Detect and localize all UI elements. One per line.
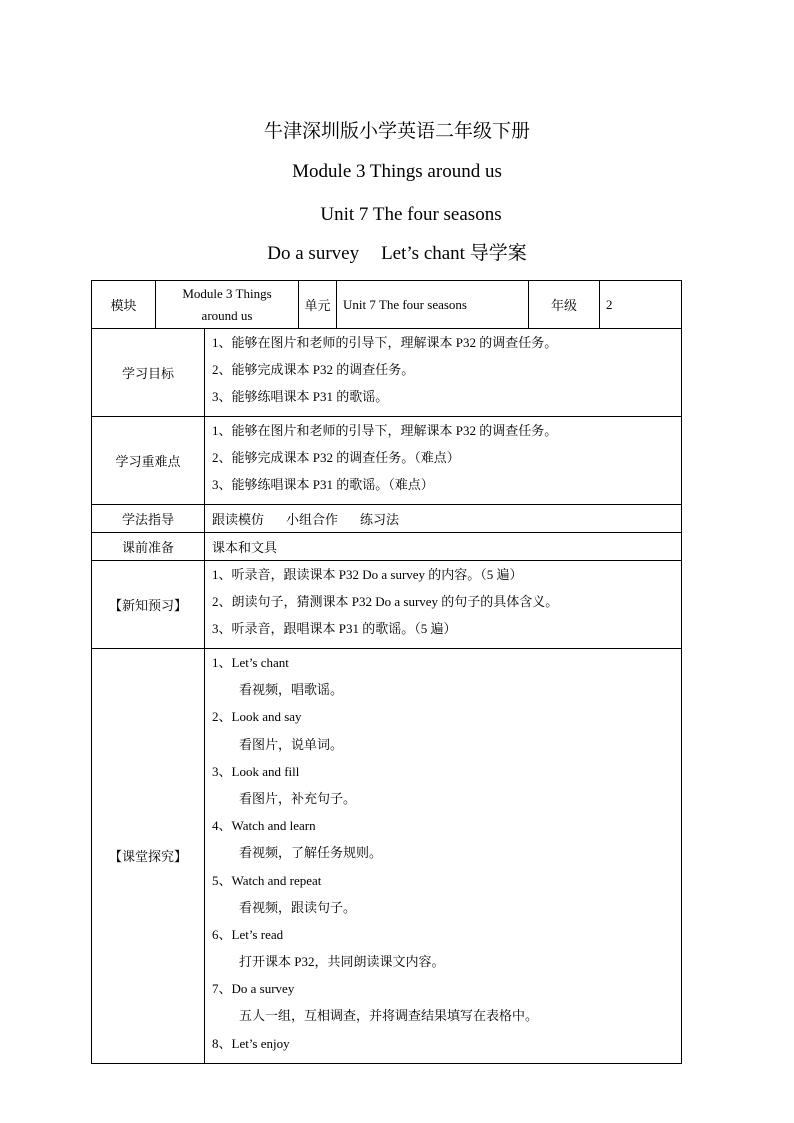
step-desc: 看视频，跟读句子。 — [239, 899, 357, 915]
objectives-label: 学习目标 — [92, 329, 205, 417]
step-title: 4、Watch and learn — [212, 818, 316, 834]
key-point-item: 2、能够完成课本 P32 的调查任务。（难点） — [212, 450, 460, 465]
step-title: 5、Watch and repeat — [212, 872, 322, 888]
module-value — [156, 281, 299, 329]
preparation-label: 课前准备 — [92, 533, 205, 561]
objective-item: 3、能够练唱课本 P31 的歌谣。 — [212, 389, 389, 404]
preview-item: 2、朗读句子，猜测课本 P32 Do a survey 的句子的具体含义。 — [212, 594, 559, 609]
doc-title-module: Module 3 Things around us — [292, 161, 502, 182]
methods-row — [92, 505, 682, 533]
grade-value: 2 — [600, 281, 682, 329]
unit-label: 单元 — [299, 281, 337, 329]
preview-content — [205, 561, 682, 649]
preview-item: 3、听录音，跟唱课本 P31 的歌谣。（5 遍） — [212, 621, 457, 636]
key-points-label: 学习重难点 — [92, 417, 205, 505]
preview-item: 1、听录音，跟读课本 P32 Do a survey 的内容。（5 遍） — [212, 567, 523, 582]
step-title: 2、Look and say — [212, 709, 302, 725]
objective-item: 2、能够完成课本 P32 的调查任务。 — [212, 362, 415, 377]
step-title: 7、Do a survey — [212, 981, 295, 997]
objective-item: 1、能够在图片和老师的引导下，理解课本 P32 的调查任务。 — [212, 335, 558, 350]
objectives-content — [205, 329, 682, 417]
exploration-label: 【课堂探究】 — [92, 649, 205, 1064]
doc-title-lesson — [0, 242, 794, 266]
lesson-plan-table — [91, 280, 682, 1064]
preview-label: 【新知预习】 — [92, 561, 205, 649]
preparation-content: 课本和文具 — [205, 533, 682, 561]
step-title: 1、Let’s chant — [212, 655, 289, 670]
step-title: 3、Look and fill — [212, 763, 300, 779]
key-point-item: 3、能够练唱课本 P31 的歌谣。（难点） — [212, 477, 434, 492]
key-points-row — [92, 417, 682, 505]
lesson-title-part2: Let’s chant 导学案 — [381, 243, 527, 264]
key-points-content — [205, 417, 682, 505]
method-item: 练习法 — [360, 512, 400, 527]
exploration-row — [92, 649, 682, 1064]
doc-title-line1: 牛津深圳版小学英语二年级下册 — [263, 121, 530, 142]
exploration-content — [205, 649, 682, 1064]
step-desc: 看图片，补充句子。 — [239, 790, 357, 806]
step-desc: 看视频，唱歌谣。 — [239, 682, 344, 698]
objectives-row — [92, 329, 682, 417]
methods-content — [205, 505, 682, 533]
preview-row — [92, 561, 682, 649]
header-row — [92, 281, 682, 329]
step-desc: 看图片，说单词。 — [239, 736, 344, 752]
step-title: 8、Let’s enjoy — [212, 1035, 290, 1051]
step-desc: 打开课本 P32，共同朗读课文内容。 — [239, 954, 445, 970]
module-label: 模块 — [92, 281, 156, 329]
step-desc: 看视频，了解任务规则。 — [239, 845, 383, 861]
module-value-line2: around us — [201, 307, 253, 323]
unit-value: Unit 7 The four seasons — [337, 281, 529, 329]
step-desc: 五人一组，互相调查，并将调查结果填写在表格中。 — [239, 1008, 539, 1024]
step-title: 6、Let’s read — [212, 926, 284, 942]
preparation-row — [92, 533, 682, 561]
lesson-title-part1: Do a survey — [267, 243, 360, 264]
grade-label: 年级 — [529, 281, 600, 329]
module-value-line1: Module 3 Things — [182, 285, 272, 301]
method-item: 跟读模仿 — [212, 512, 265, 527]
key-point-item: 1、能够在图片和老师的引导下，理解课本 P32 的调查任务。 — [212, 423, 558, 438]
doc-title-unit: Unit 7 The four seasons — [320, 204, 502, 225]
method-item: 小组合作 — [286, 512, 339, 527]
methods-label: 学法指导 — [92, 505, 205, 533]
